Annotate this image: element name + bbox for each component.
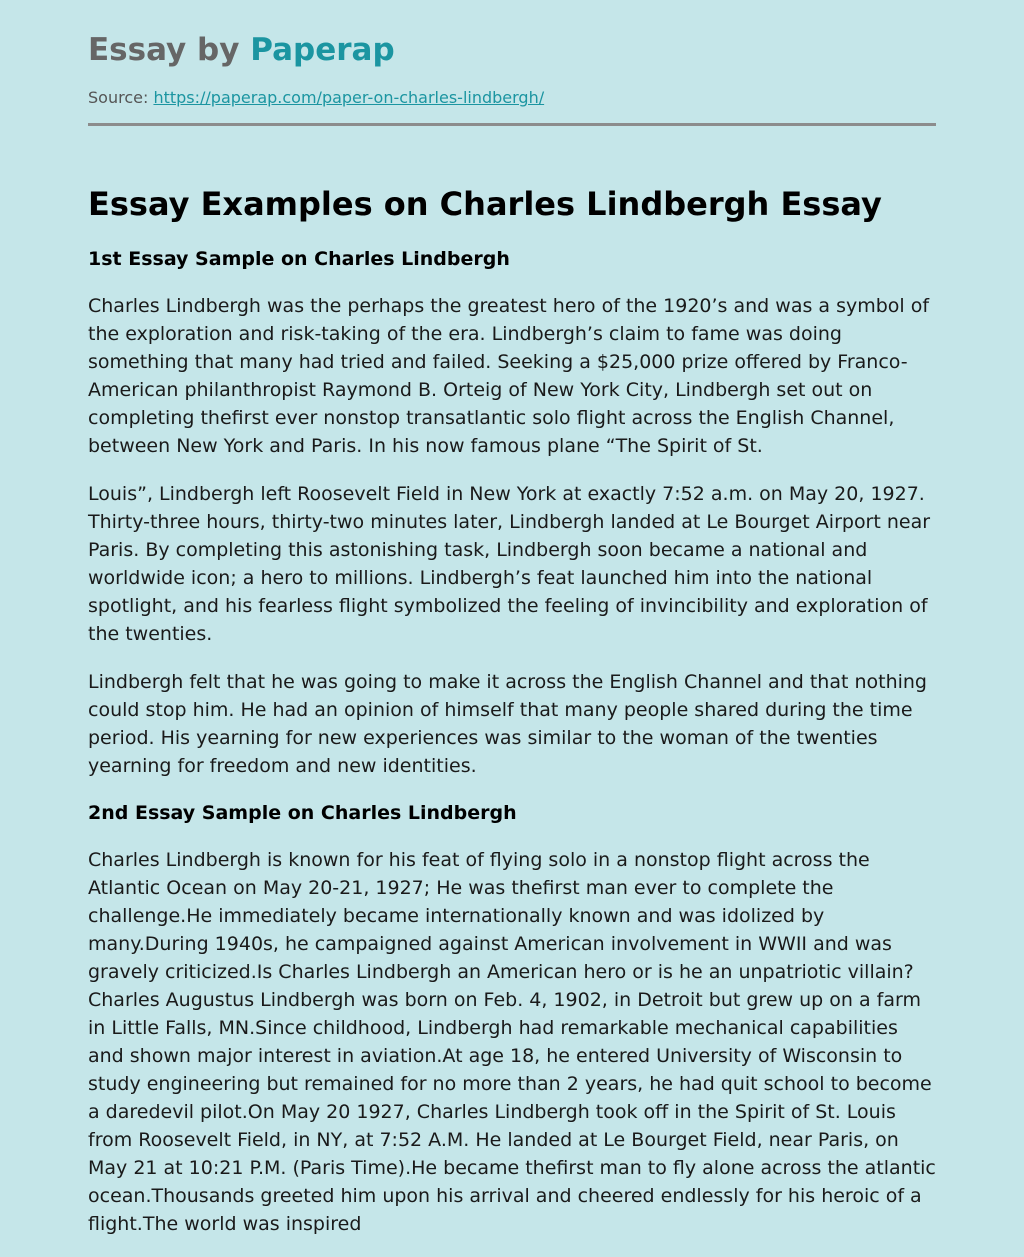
paragraph: Charles Lindbergh is known for his feat of flying solo in a nonstop flight across the Atlantic Ocean on May 20-21, 1927; He was thefirst man ever to complete the challenge.He immediately became internationally known and was idolized by many.During 1940s, he campaigned against American involvement in WWII and was gravely criticized.Is Charles Lindbergh an American hero or is he an unpatriotic villain?Charles Augustus Lindbergh was born on Feb. 4, 1902, in Detroit but grew up on a farm in Little Falls, MN.Since childhood, Lindbergh had remarkable mechanical capabilities and shown major interest in aviation.At age 18, he entered University of Wisconsin to study engineering but remained for no more than 2 years, he had quit school to become a daredevil pilot.On May 20 1927, Charles Lindbergh took off in the Spirit of St. Louis from Roosevelt Field, in NY, at 7:52 A.M. He landed at Le Bourget Field, near Paris, on May 21 at 10:21 P.M. (Paris Time).He became thefirst man to fly alone across the atlantic ocean.Thousands greeted him upon his arrival and cheered endlessly for his heroic of a flight.The world was inspired [88,849,936,1235]
brand-prefix: Essay by [88,32,251,68]
paragraph: Lindbergh felt that he was going to make it across the English Channel and that nothing could stop him. He had an opinion of himself that many people shared during the time period. His yearning for new experiences was similar to the woman of the twenties yearning for freedom and new identities. [88,671,927,777]
brand-name: Paperap [250,32,395,68]
paragraph: Louis”, Lindbergh left Roosevelt Field in New York at exactly 7:52 a.m. on May 20, 1927. Thirty-three hours, thirty-two minutes later, Lindbergh landed at Le Bourget Airport near Paris. By completing this astonishing task, Lindbergh soon became a national and worldwide icon; a hero to millions. Lindbergh’s feat launched him into the national spotlight, and his fearless flight symbolized the feeling of invincibility and exploration of the twenties. [88,483,931,645]
section-heading-2: 2nd Essay Sample on Charles Lindbergh [88,802,517,824]
source-label: Source: [88,88,149,107]
article-title: Essay Examples on Charles Lindbergh Essay [88,185,882,223]
paragraph: Charles Lindbergh was the perhaps the greatest hero of the 1920’s and was a symbol of the exploration and risk-taking of the era. Lindbergh’s claim to fame was doing something that many had tried and failed. Seeking a $25,000 prize offered by Franco-American philanthropist Raymond B. Orteig of New York City, Lindbergh set out on completing thefirst ever nonstop transatlantic solo flight across the English Channel, between New York and Paris. In his now famous plane “The Spirit of St. [88,295,930,457]
source-line [88,87,936,109]
section-heading-1: 1st Essay Sample on Charles Lindbergh [88,248,510,270]
source-link[interactable]: https://paperap.com/paper-on-charles-lindbergh/ [153,88,545,107]
header-divider [88,123,936,126]
site-brand[interactable] [88,30,936,70]
